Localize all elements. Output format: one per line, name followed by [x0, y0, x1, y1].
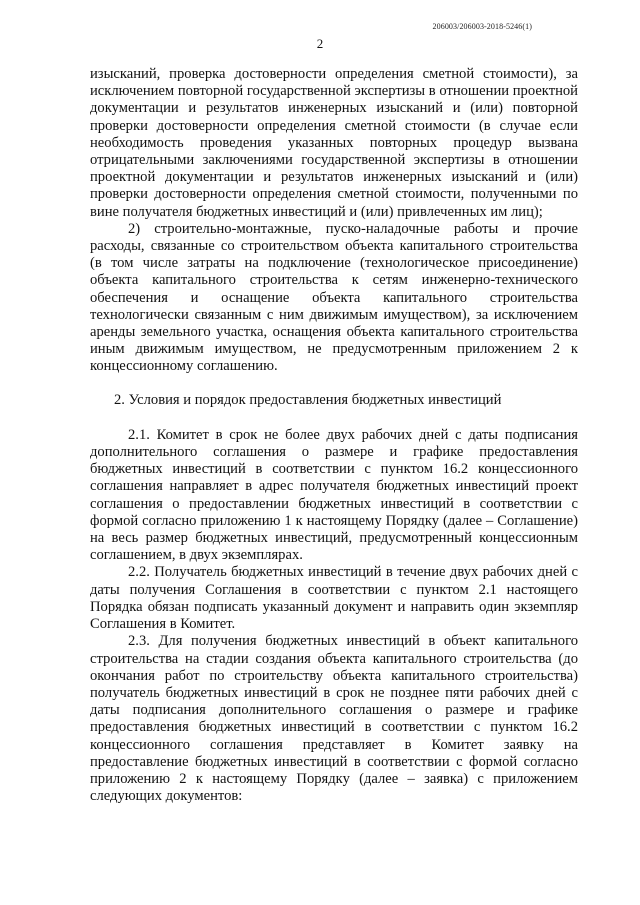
document-body: [90, 66, 578, 805]
paragraph-item-2: 2) строительно-монтажные, пуско-наладочные работы и прочие расходы, связанные со строительством объекта капитального строительства (в том числе затраты на подключение (технологическое присоединение) объекта капитального строительства к сетям инженерно-технического обеспечения и оснащение объекта капитального строительства технологически связанным с ним движимым имуществом), за исключением аренды земельного участка, оснащения объекта капитального строительства иным движимым имуществом, не предусмотренным приложением 2 к концессионному соглашению.: [90, 220, 578, 375]
paragraph-continuation: изысканий, проверка достоверности определения сметной стоимости), за исключением повторной государственной экспертизы в отношении проектной документации и результатов инженерных изысканий и (или) повторной проверки достоверности определения сметной стоимости (в случае если необходимость проведения указанных повторных процедур вызвана отрицательными заключениями государственной экспертизы в отношении проектной документации и результатов инженерных изысканий и (или) проверки достоверности определения сметной стоимости, полученными по вине получателя бюджетных инвестиций и (или) привлеченных им лиц);: [90, 66, 578, 220]
paragraph-2-2: 2.2. Получатель бюджетных инвестиций в течение двух рабочих дней с даты получения Соглашения в соответствии с пунктом 2.1 настоящего Порядка обязан подписать указанный документ и направить один экземпляр Соглашения в Комитет.: [90, 564, 578, 633]
document-id: 206003/206003-2018-5246(1): [432, 22, 532, 31]
paragraph-2-1: 2.1. Комитет в срок не более двух рабочих дней с даты подписания дополнительного соглашения о размере и графике предоставления бюджетных инвестиций в соответствии с пунктом 16.2 концессионного соглашения направляет в адрес получателя бюджетных инвестиций проект соглашения о предоставлении бюджетных инвестиций в соответствии с формой согласно приложению 1 к настоящему Порядку (далее – Соглашение) на весь размер бюджетных инвестиций, предусмотренный концессионным соглашением, в двух экземплярах.: [90, 426, 578, 564]
section-heading: 2. Условия и порядок предоставления бюджетных инвестиций: [114, 391, 502, 408]
paragraph-2-3: 2.3. Для получения бюджетных инвестиций в объект капитального строительства на стадии создания объекта капитального строительства (до окончания работ по строительству объекта капитального строительства) получатель бюджетных инвестиций в срок не позднее пяти рабочих дней с даты подписания дополнительного соглашения о размере и графике предоставления бюджетных инвестиций в соответствии с пунктом 16.2 концессионного соглашения представляет в Комитет заявку на предоставление бюджетных инвестиций в соответствии с формой согласно приложению 2 к настоящему Порядку (далее – заявка) с приложением следующих документов:: [90, 633, 578, 805]
page-number: 2: [316, 36, 324, 51]
